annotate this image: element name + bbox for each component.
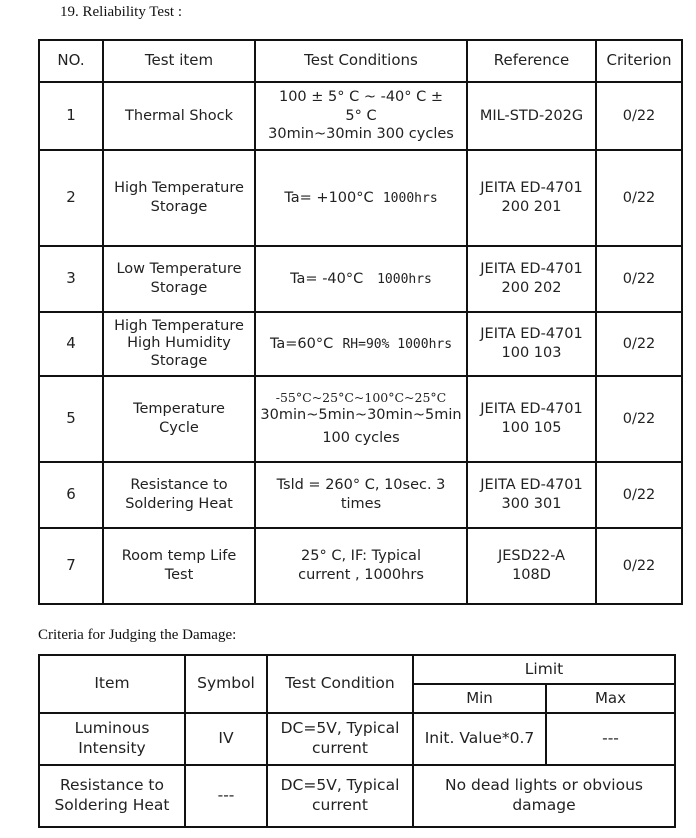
test-conditions: 25° C, IF: Typical current , 1000hrs	[255, 528, 467, 604]
header-reference: Reference	[467, 40, 596, 82]
row-number: 6	[39, 462, 103, 528]
reference: JEITA ED-4701 100 103	[467, 312, 596, 376]
criterion: 0/22	[596, 312, 682, 376]
test-item: Thermal Shock	[103, 82, 255, 150]
test-conditions: Tsld = 260° C, 10sec. 3 times	[255, 462, 467, 528]
table-header-row	[39, 655, 675, 684]
criterion: 0/22	[596, 528, 682, 604]
reference: JEITA ED-4701 100 105	[467, 376, 596, 462]
reference: JEITA ED-4701 200 201	[467, 150, 596, 246]
table-row	[39, 312, 682, 376]
test-item: Room temp Life Test	[103, 528, 255, 604]
reliability-test-table	[38, 39, 683, 605]
test-item: Temperature Cycle	[103, 376, 255, 462]
damage-item: Luminous Intensity	[39, 713, 185, 765]
row-number: 1	[39, 82, 103, 150]
header-no: NO.	[39, 40, 103, 82]
section-title-damage-criteria: Criteria for Judging the Damage:	[38, 627, 237, 643]
row-number: 5	[39, 376, 103, 462]
row-number: 2	[39, 150, 103, 246]
header-symbol: Symbol	[185, 655, 267, 713]
test-item: High Temperature High Humidity Storage	[103, 312, 255, 376]
header-item: Item	[39, 655, 185, 713]
header-limit: Limit	[413, 655, 675, 684]
header-test-item: Test item	[103, 40, 255, 82]
damage-condition: DC=5V, Typical current	[267, 713, 413, 765]
test-conditions: -55°C~25°C~100°C~25°C 30min~5min~30min~5min 100 cycles	[255, 376, 467, 462]
damage-symbol: IV	[185, 713, 267, 765]
header-max: Max	[546, 684, 675, 713]
damage-item: Resistance to Soldering Heat	[39, 765, 185, 827]
limit-max: ---	[546, 713, 675, 765]
test-item: High Temperature Storage	[103, 150, 255, 246]
criterion: 0/22	[596, 150, 682, 246]
row-number: 4	[39, 312, 103, 376]
limit-description: No dead lights or obvious damage	[413, 765, 675, 827]
table-row	[39, 150, 682, 246]
criterion: 0/22	[596, 376, 682, 462]
section-title-reliability: 19. Reliability Test :	[60, 4, 182, 20]
header-test-condition: Test Condition	[267, 655, 413, 713]
test-conditions: Ta=60°C RH=90% 1000hrs	[255, 312, 467, 376]
damage-condition: DC=5V, Typical current	[267, 765, 413, 827]
criterion: 0/22	[596, 462, 682, 528]
header-criterion: Criterion	[596, 40, 682, 82]
reference: JESD22-A 108D	[467, 528, 596, 604]
reference: JEITA ED-4701 300 301	[467, 462, 596, 528]
criterion: 0/22	[596, 246, 682, 312]
row-number: 7	[39, 528, 103, 604]
damage-symbol: ---	[185, 765, 267, 827]
table-header-row	[39, 40, 682, 82]
table-row	[39, 528, 682, 604]
test-item: Resistance to Soldering Heat	[103, 462, 255, 528]
reference: MIL-STD-202G	[467, 82, 596, 150]
table-row	[39, 82, 682, 150]
table-row	[39, 765, 675, 827]
test-conditions: Ta= -40°C 1000hrs	[255, 246, 467, 312]
table-row	[39, 713, 675, 765]
test-conditions: 100 ± 5° C ~ -40° C ± 5° C 30min~30min 300 cycles	[255, 82, 467, 150]
limit-min: Init. Value*0.7	[413, 713, 546, 765]
table-row	[39, 462, 682, 528]
criterion: 0/22	[596, 82, 682, 150]
reference: JEITA ED-4701 200 202	[467, 246, 596, 312]
damage-criteria-table	[38, 654, 676, 828]
test-item: Low Temperature Storage	[103, 246, 255, 312]
row-number: 3	[39, 246, 103, 312]
table-row	[39, 246, 682, 312]
test-conditions: Ta= +100°C 1000hrs	[255, 150, 467, 246]
header-test-conditions: Test Conditions	[255, 40, 467, 82]
table-row	[39, 376, 682, 462]
header-min: Min	[413, 684, 546, 713]
